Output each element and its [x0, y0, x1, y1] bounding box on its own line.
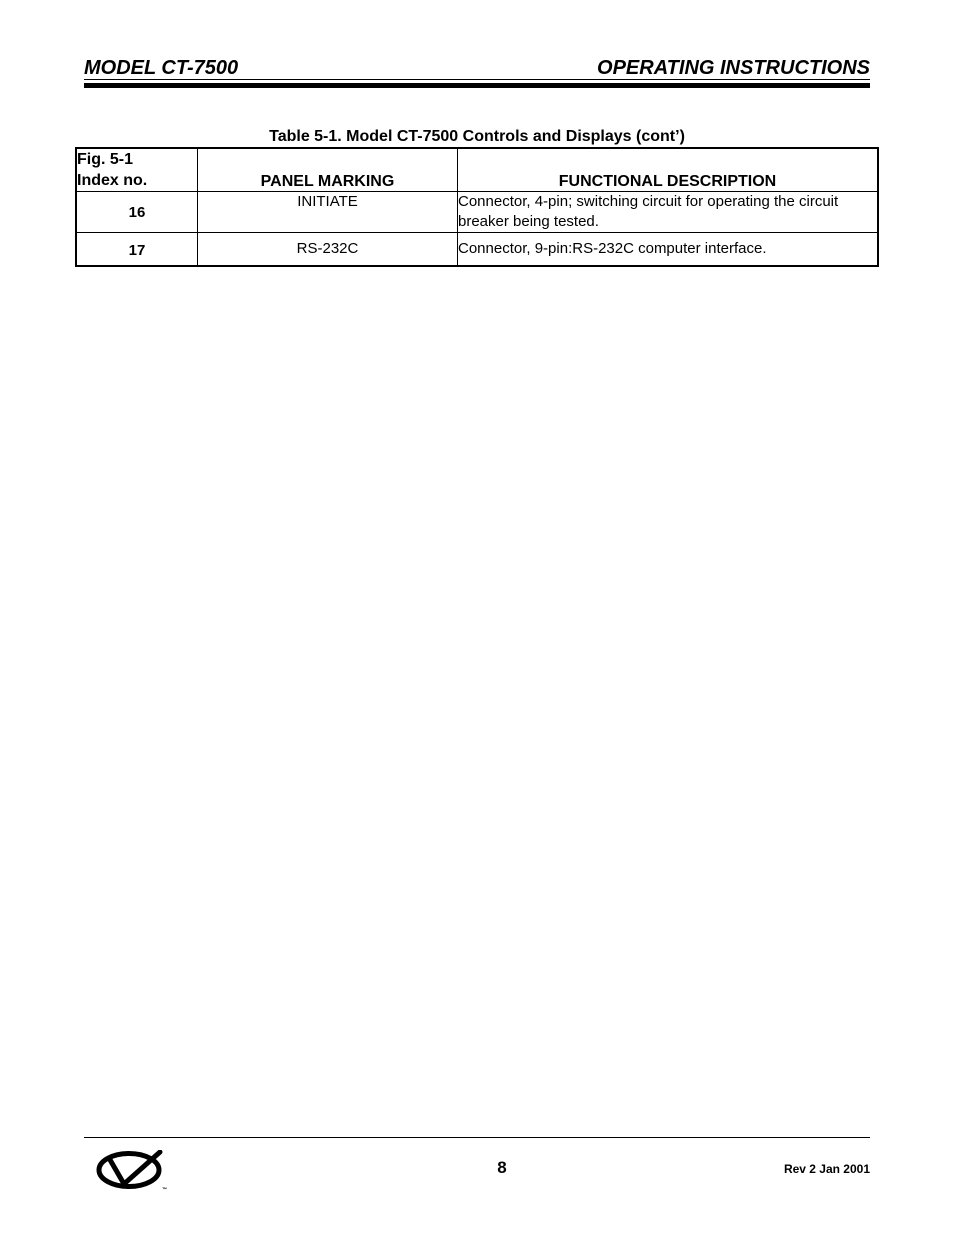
- table-caption: Table 5-1. Model CT-7500 Controls and Displays (cont’): [269, 128, 685, 145]
- company-logo-icon: [96, 1150, 172, 1194]
- cell-index: 17: [76, 233, 198, 267]
- controls-table: [75, 147, 879, 267]
- header-section-title: OPERATING INSTRUCTIONS: [597, 57, 870, 79]
- cell-description: Connector, 9-pin:RS-232C computer interface.: [458, 233, 879, 267]
- column-header-panel: PANEL MARKING: [198, 148, 458, 192]
- column-header-index-line1: Fig. 5-1: [77, 151, 134, 168]
- table-header-row: [76, 148, 878, 192]
- header-rule-thick: [84, 83, 870, 88]
- header-rule-thin: [84, 79, 870, 80]
- revision-label: Rev 2 Jan 2001: [783, 1162, 870, 1176]
- header-model-title: MODEL CT-7500: [84, 57, 239, 79]
- table-row: [76, 233, 878, 267]
- column-header-index-line2: Index no.: [77, 172, 148, 189]
- trademark-mark: ™: [162, 1187, 167, 1193]
- page-number: 8: [497, 1158, 507, 1177]
- column-header-index: [76, 148, 198, 192]
- column-header-description: FUNCTIONAL DESCRIPTION: [458, 148, 879, 192]
- page-header: [84, 56, 870, 80]
- footer-rule: [84, 1137, 870, 1138]
- table-row: [76, 192, 878, 233]
- cell-panel-marking: RS-232C: [198, 233, 458, 267]
- cell-panel-marking: INITIATE: [198, 192, 458, 233]
- cell-description: Connector, 4-pin; switching circuit for operating the circuit breaker being tested.: [458, 192, 879, 233]
- cell-index: 16: [76, 192, 198, 233]
